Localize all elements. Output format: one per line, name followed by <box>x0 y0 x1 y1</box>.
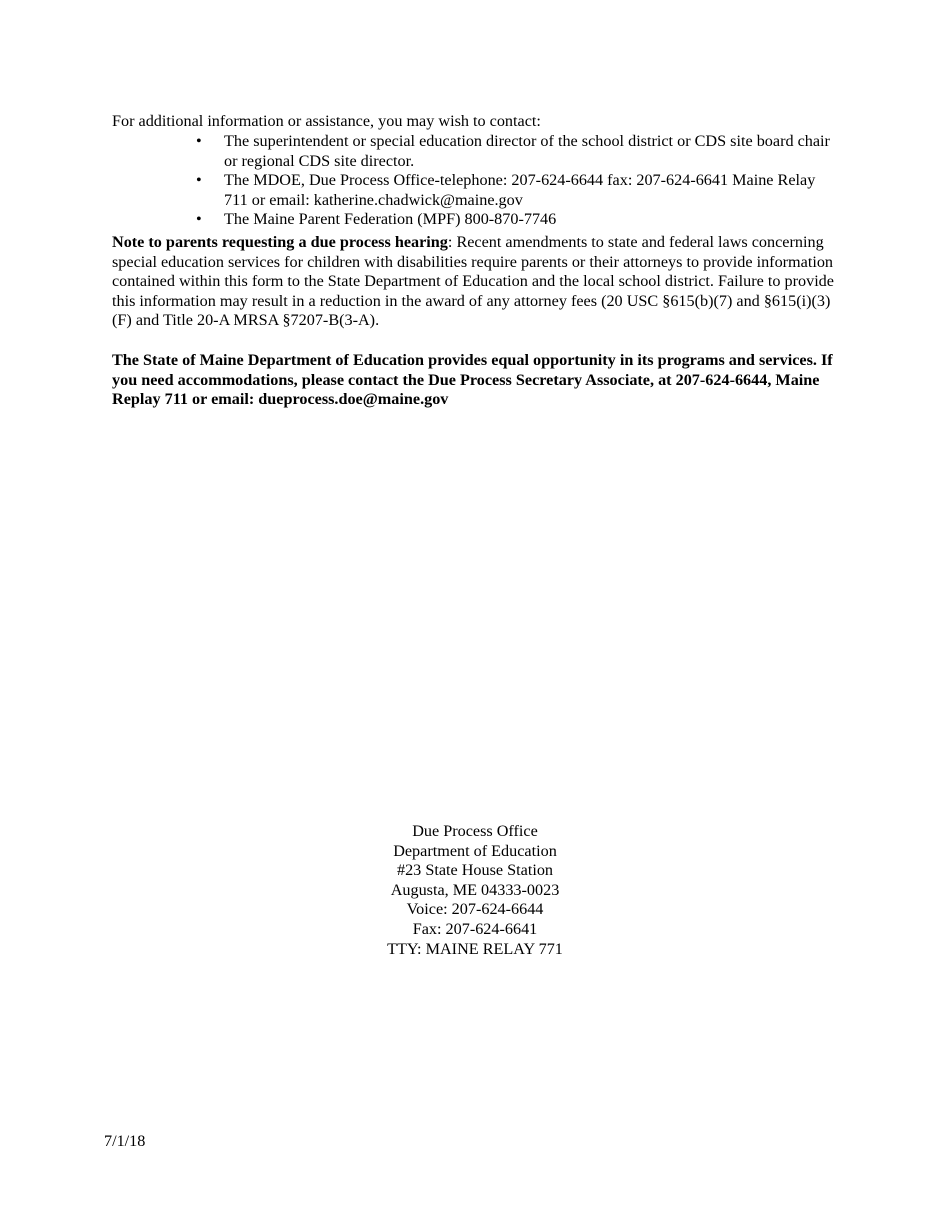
equal-opportunity-statement: The State of Maine Department of Education provides equal opportunity in its programs and services. If you need accommodations, please contact the Due Process Secretary Associate, at 207-624-6644, Maine Replay 711 or email: dueprocess.doe@maine.gov <box>112 351 833 409</box>
address-tty: TTY: MAINE RELAY 771 <box>387 939 563 958</box>
note-heading: Note to parents requesting a due process hearing <box>112 233 448 251</box>
address-voice: Voice: 207-624-6644 <box>406 900 544 919</box>
note-body: Recent amendments to state and federal laws concerning special education services for children with disabilities require parents or their attorneys to provide information contained within this form to the State Department of Education and the local school district. Failure to provide this information may result in a reduction in the award of any attorney fees (20 USC §615(b)(7) and §615(i)(3)(F) and Title 20-A MRSA §7207-B(3-A). <box>112 233 834 330</box>
contact-text: The superintendent or special education director of the school district or CDS site board chair or regional CDS site director. <box>224 132 830 170</box>
address-block <box>300 822 650 959</box>
address-fax: Fax: 207-624-6641 <box>412 919 538 938</box>
address-station: #23 State House Station <box>396 861 554 880</box>
note-separator: : <box>447 233 453 251</box>
list-item <box>196 210 836 230</box>
footer-date: 7/1/18 <box>104 1132 146 1150</box>
address-department: Department of Education <box>393 841 557 860</box>
intro-text: For additional information or assistance, you may wish to contact: <box>112 112 541 130</box>
address-office: Due Process Office <box>412 822 538 840</box>
contact-list <box>196 132 836 230</box>
list-item <box>196 171 836 210</box>
bullet-icon: • <box>196 210 202 229</box>
note-paragraph <box>112 233 834 331</box>
bullet-icon: • <box>196 171 202 190</box>
list-item <box>196 132 836 171</box>
address-city: Augusta, ME 04333-0023 <box>390 880 560 899</box>
bullet-icon: • <box>196 132 202 150</box>
contact-text: The Maine Parent Federation (MPF) 800-870-7746 <box>224 210 557 229</box>
contact-text: The MDOE, Due Process Office-telephone: 207-624-6644 fax: 207-624-6641 Maine Relay 711 or email: katherine.chadwick@maine.gov <box>224 171 816 209</box>
